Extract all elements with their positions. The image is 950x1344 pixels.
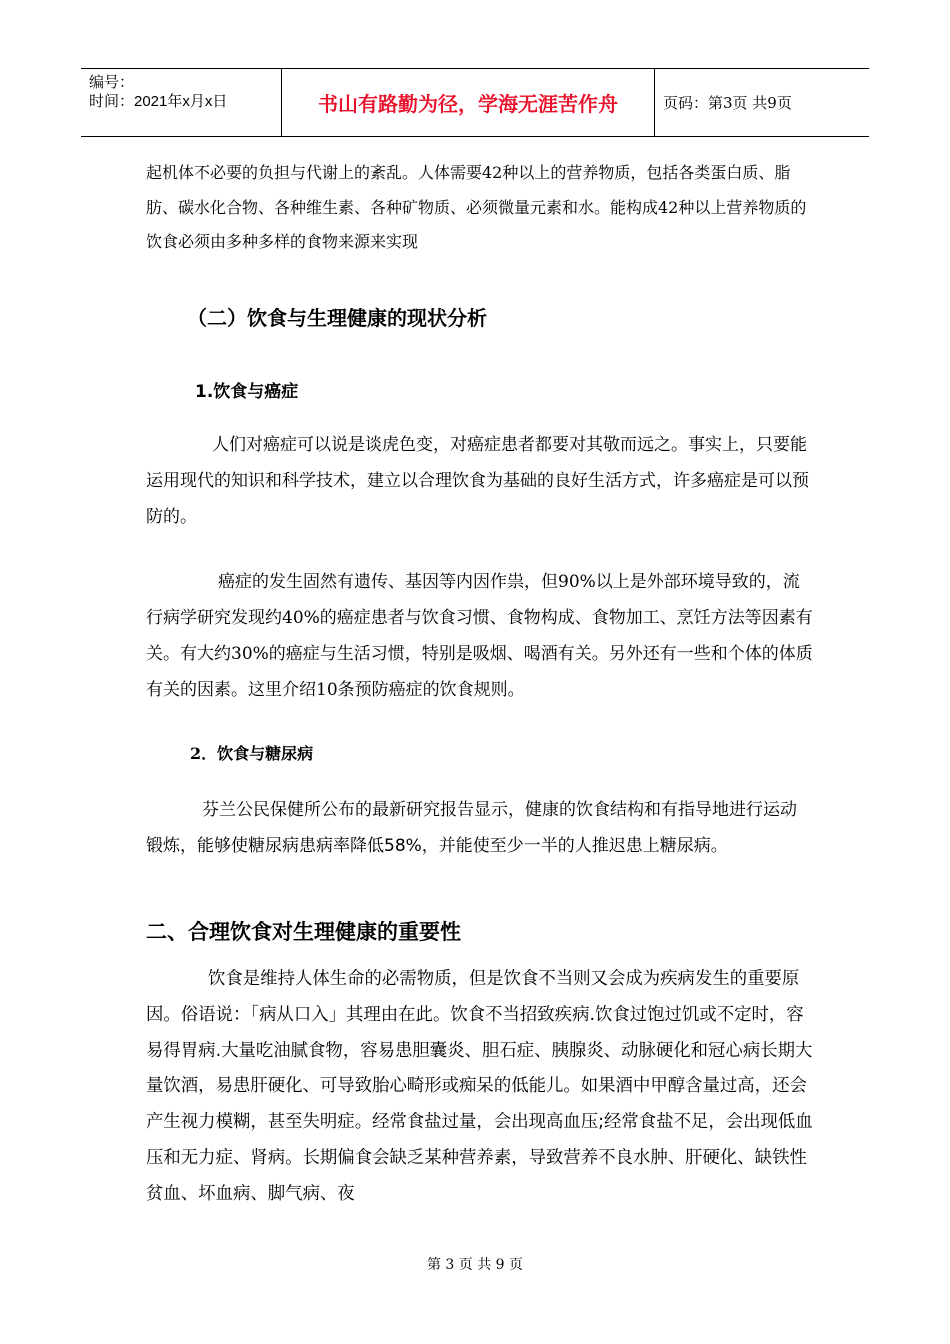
- paragraph-diabetes: 芬兰公民保健所公布的最新研究报告显示，健康的饮食结构和有指导地进行运动锻炼，能够使糖尿病患病率降低58%，并能使至少一半的人推迟患上糖尿病。: [146, 800, 797, 856]
- document-number: 编号：: [89, 74, 135, 91]
- paragraph-nutrition: 起机体不必要的负担与代谢上的紊乱。人体需要42种以上的营养物质，包括各类蛋白质、脂肪、碳水化合物、各种维生素、各种矿物质、必须微量元素和水。能构成42种以上营养物质的饮食必须由多种多样的食物来源来实现: [146, 163, 807, 251]
- subheading-diabetes: 2．饮食与糖尿病: [190, 744, 314, 763]
- paragraph-cancer-causes: 癌症的发生固然有遗传、基因等内因作祟，但90%以上是外部环境导致的，流行病学研究发现约40%的癌症患者与饮食习惯、食物构成、食物加工、烹饪方法等因素有关。有大约30%的癌症与生活习惯，特别是吸烟、喝酒有关。另外还有一些和个体的体质有关的因素。这里介绍10条预防癌症的饮食规则。: [146, 572, 813, 700]
- page-footer: 第 3 页 共 9 页: [426, 1257, 524, 1273]
- subheading-cancer: 1.饮食与癌症: [195, 382, 299, 402]
- header-page-info: 页码：第3页 共9页: [663, 94, 792, 112]
- section-heading-importance: 二、合理饮食对生理健康的重要性: [146, 920, 461, 944]
- page-header: [81, 68, 869, 137]
- header-meta: [81, 69, 282, 136]
- section-heading-status: （二）饮食与生理健康的现状分析: [187, 306, 487, 330]
- header-motto: 书山有路勤为径，学海无涯苦作舟: [282, 69, 655, 136]
- paragraph-cancer-intro: 人们对癌症可以说是谈虎色变，对癌症患者都要对其敬而远之。事实上，只要能运用现代的知识和科学技术，建立以合理饮食为基础的良好生活方式，许多癌症是可以预防的。: [146, 435, 809, 527]
- paragraph-importance: 饮食是维持人体生命的必需物质，但是饮食不当则又会成为疾病发生的重要原因。俗语说：「病从口入」其理由在此。饮食不当招致疾病.饮食过饱过饥或不定时，容易得胃病.大量吃油腻食物，容易患胆囊炎、胆石症、胰腺炎、动脉硬化和冠心病长期大量饮酒，易患肝硬化、可导致胎心畸形或痴呆的低能儿。如果酒中甲醇含量过高，还会产生视力模糊，甚至失明症。经常食盐过量，会出现高血压;经常食盐不足，会出现低血压和无力症、肾病。长期偏食会缺乏某种营养素，导致营养不良水肿、肝硬化、缺铁性贫血、坏血病、脚气病、夜: [146, 969, 813, 1204]
- document-date: 时间：2021年x月x日: [89, 93, 228, 110]
